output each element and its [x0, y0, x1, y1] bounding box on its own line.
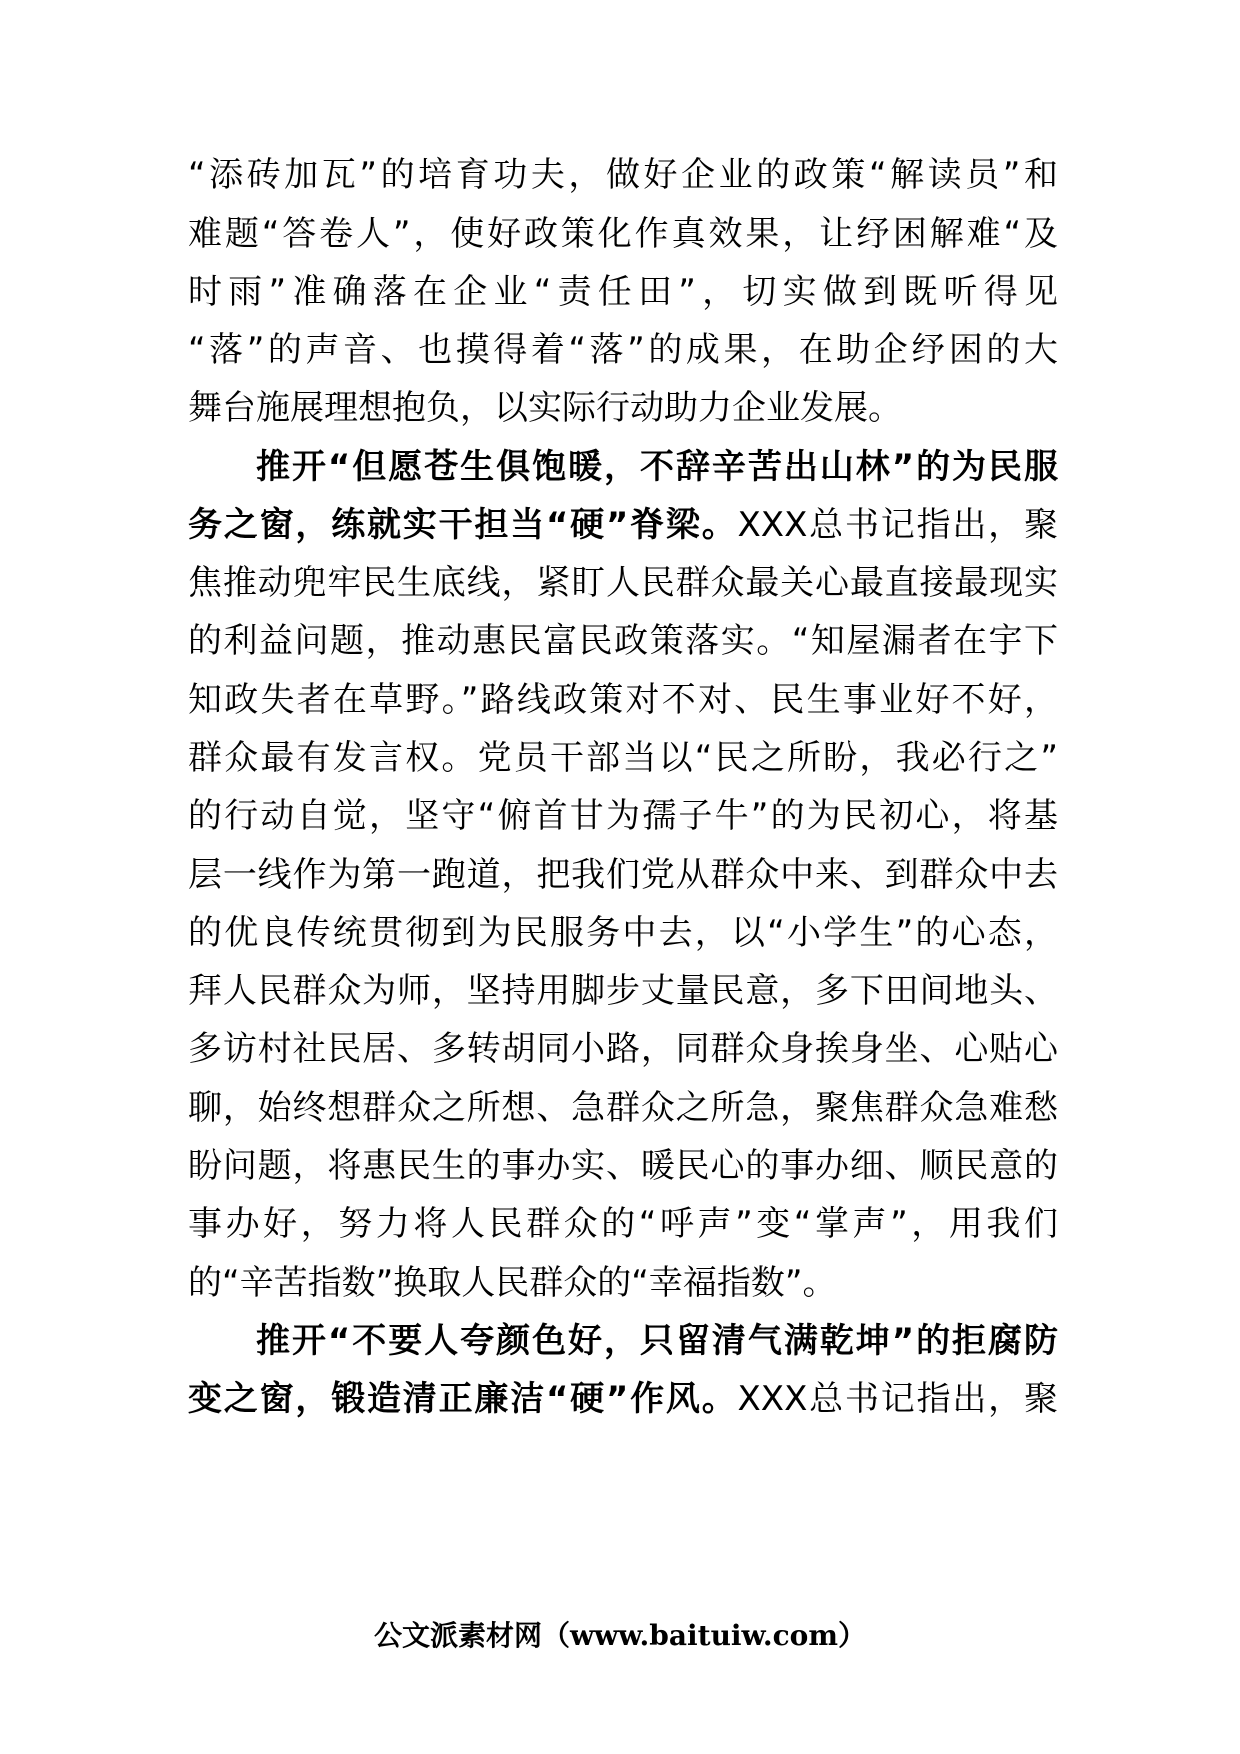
text-line: [188, 214, 1058, 254]
text-run: 焦推动兜牢民生底线，紧盯人民群众最关心最直接最现实: [188, 563, 1058, 603]
text-line: [188, 1088, 1058, 1128]
text-line: [188, 155, 1058, 195]
text-line: [188, 1379, 1058, 1419]
text-run: 时雨”准确落在企业“责任田”，切实做到既听得见: [188, 272, 1058, 312]
text-run: 的行动自觉，坚守“俯首甘为孺子牛”的为民初心，将基: [188, 796, 1058, 836]
text-line: [188, 1029, 1058, 1069]
text-run: 事办好，努力将人民群众的“呼声”变“掌声”，用我们: [188, 1204, 1058, 1244]
text-line: [188, 1204, 1058, 1244]
text-run: 盼问题，将惠民生的事办实、暖民心的事办细、顺民意的: [188, 1146, 1058, 1186]
text-run: 层一线作为第一跑道，把我们党从群众中来、到群众中去: [188, 855, 1058, 895]
text-line: [188, 796, 1058, 836]
text-line: [188, 388, 1058, 428]
text-line: [188, 913, 1058, 953]
text-run: 舞台施展理想抱负，以实际行动助力企业发展。: [188, 388, 902, 428]
text-run: 多访村社民居、多转胡同小路，同群众身挨身坐、心贴心: [188, 1029, 1058, 1069]
paragraph-heading: 变之窗，锻造清正廉洁“硬”作风。: [188, 1379, 738, 1419]
paragraph-heading: 推开“不要人夸颜色好，只留清气满乾坤”的拒腐防: [256, 1321, 1058, 1361]
text-run: “落”的声音、也摸得着“落”的成果，在助企纾困的大: [188, 330, 1058, 370]
text-run: 的“辛苦指数”换取人民群众的“幸福指数”。: [188, 1263, 837, 1303]
text-run: XXX总书记指出，聚: [737, 1379, 1058, 1419]
text-run: 难题“答卷人”，使好政策化作真效果，让纾困解难“及: [188, 214, 1058, 254]
text-run: 知政失者在草野。”路线政策对不对、民生事业好不好，: [188, 680, 1058, 720]
text-run: 群众最有发言权。党员干部当以“民之所盼，我必行之”: [188, 738, 1058, 778]
text-line: [188, 272, 1058, 312]
text-line: [188, 621, 1058, 661]
text-line: [188, 971, 1058, 1011]
text-line: [188, 855, 1058, 895]
text-line: [188, 563, 1058, 603]
text-run: 聊，始终想群众之所想、急群众之所急，聚焦群众急难愁: [188, 1088, 1058, 1128]
text-line: [188, 680, 1058, 720]
text-run: 拜人民群众为师，坚持用脚步丈量民意，多下田间地头、: [188, 971, 1058, 1011]
text-line: [188, 738, 1058, 778]
heading-line: [256, 447, 1058, 487]
text-run: 的优良传统贯彻到为民服务中去，以“小学生”的心态，: [188, 913, 1058, 953]
text-line: [188, 1263, 1058, 1303]
text-run: “添砖加瓦”的培育功夫，做好企业的政策“解读员”和: [188, 155, 1058, 195]
text-run: XXX总书记指出，聚: [737, 505, 1058, 545]
paragraph-heading: 推开“但愿苍生俱饱暖，不辞辛苦出山林”的为民服: [256, 447, 1058, 487]
text-line: [188, 1146, 1058, 1186]
text-line: [188, 505, 1058, 545]
text-line: [188, 330, 1058, 370]
heading-line: [256, 1321, 1058, 1361]
text-run: 的利益问题，推动惠民富民政策落实。“知屋漏者在宇下: [188, 621, 1058, 661]
paragraph-heading: 务之窗，练就实干担当“硬”脊梁。: [188, 505, 738, 545]
page-footer: 公文派素材网（www.baituiw.com）: [374, 1619, 866, 1652]
